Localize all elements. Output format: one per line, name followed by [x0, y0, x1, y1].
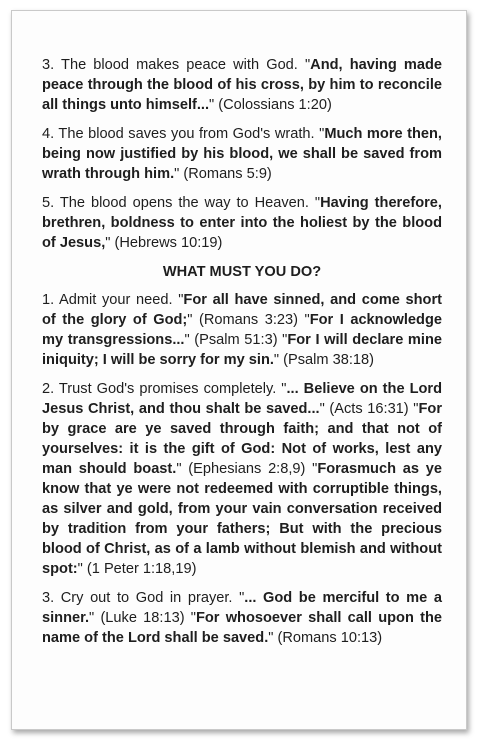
scripture-quote: For I acknowledge my transgressions...	[42, 312, 442, 348]
scripture-quote: Forasmuch as ye know that ye were not redeemed with corruptible things, as silver and gold, from your vain conversation received by tradition from your fathers; But with the precious blood of Christ, as of a lamb without blemish and without spot:	[42, 461, 442, 577]
step-item-3	[42, 588, 442, 648]
blood-point-1	[42, 55, 442, 115]
paragraph-text: 3. The blood makes peace with God. "	[42, 57, 311, 73]
paragraph-text: " (1 Peter 1:18,19)	[77, 561, 197, 577]
blood-point-2	[42, 124, 442, 184]
paragraph-text: 5. The blood opens the way to Heaven. "	[42, 195, 321, 211]
paragraph-text: " (Hebrews 10:19)	[105, 235, 223, 251]
paragraph-text: " (Colossians 1:20)	[209, 97, 332, 113]
blood-benefits-list	[42, 55, 442, 253]
paragraph-text: " (Acts 16:31) "	[319, 401, 419, 417]
paragraph-text: " (Ephesians 2:8,9) "	[176, 461, 318, 477]
scripture-quote: For whosoever shall call upon the name of the Lord shall be saved.	[42, 610, 442, 646]
paragraph-text: " (Romans 10:13)	[268, 630, 383, 646]
scripture-quote: For by grace are ye saved through faith; and that not of yourselves: it is the gift of God: Not of works, lest any man should boast.	[42, 401, 442, 477]
paragraph-text: 4. The blood saves you from God's wrath. "	[42, 126, 325, 142]
blood-point-3	[42, 193, 442, 253]
paragraph-text: " (Psalm 51:3) "	[184, 332, 288, 348]
paragraph-text: " (Romans 5:9)	[174, 166, 272, 182]
scripture-quote: ... Believe on the Lord Jesus Christ, and thou shalt be saved...	[42, 381, 443, 417]
paragraph-text: " (Psalm 38:18)	[273, 352, 374, 368]
scripture-quote: For I will declare mine iniquity; I will be sorry for my sin.	[42, 332, 442, 368]
step-item-1	[42, 290, 442, 370]
tract-card	[11, 10, 467, 730]
step-item-2	[42, 379, 442, 579]
paragraph-text: 2. Trust God's promises completely. "	[42, 381, 287, 397]
paragraph-text: " (Luke 18:13) "	[89, 610, 196, 626]
scripture-quote: And, having made peace through the blood of his cross, by him to reconcile all things unto himself...	[42, 57, 443, 113]
scripture-quote: Much more then, being now justified by his blood, we shall be saved from wrath through him.	[42, 126, 442, 182]
paragraph-text: 1. Admit your need. "	[42, 292, 184, 308]
section-heading: WHAT MUST YOU DO?	[162, 264, 322, 280]
paragraph-text: " (Romans 3:23) "	[187, 312, 310, 328]
scripture-quote: ... God be merciful to me a sinner.	[42, 590, 442, 626]
steps-list	[42, 290, 442, 648]
tract-content	[42, 55, 442, 657]
scripture-quote: Having therefore, brethren, boldness to enter into the holiest by the blood of Jesus,	[42, 195, 442, 251]
paragraph-text: 3. Cry out to God in prayer. "	[42, 590, 245, 606]
scripture-quote: For all have sinned, and come short of the glory of God;	[42, 292, 442, 328]
